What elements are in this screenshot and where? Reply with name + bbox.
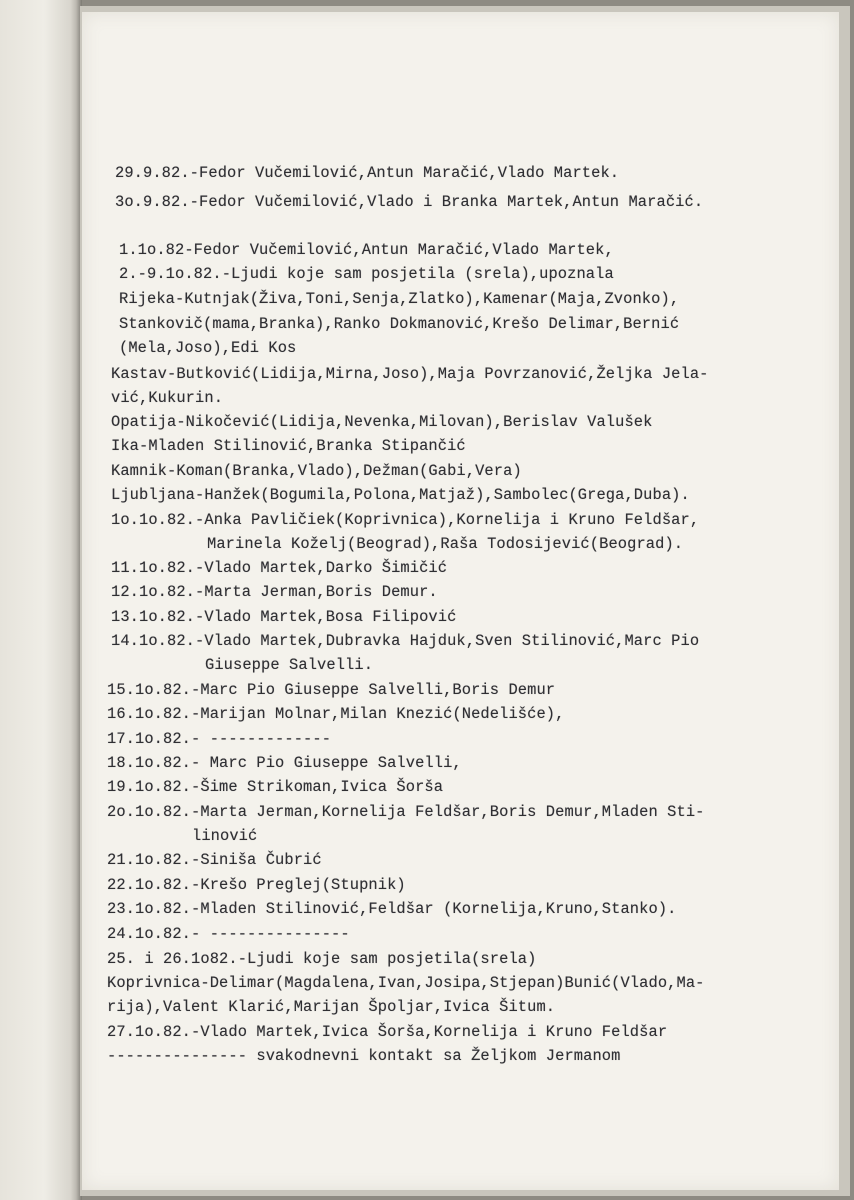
text-line: rija),Valent Klarić,Marijan Špoljar,Ivica Šitum. <box>107 998 556 1016</box>
text-line: Kamnik-Koman(Branka,Vlado),Dežman(Gabi,Vera) <box>111 462 522 480</box>
text-line: 21.1o.82.-Siniša Čubrić <box>107 851 322 869</box>
text-line: 29.9.82.-Fedor Vučemilović,Antun Maračić,Vlado Martek. <box>115 164 620 182</box>
text-line: Ljubljana-Hanžek(Bogumila,Polona,Matjaž),Sambolec(Grega,Duba). <box>111 486 690 504</box>
text-line: 15.1o.82.-Marc Pio Giuseppe Salvelli,Boris Demur <box>107 681 556 699</box>
text-line: --------------- svakodnevni kontakt sa Željkom Jermanom <box>107 1047 621 1065</box>
text-line: 2o.1o.82.-Marta Jerman,Kornelija Feldšar,Boris Demur,Mladen Sti- <box>107 803 705 821</box>
text-line: 27.1o.82.-Vlado Martek,Ivica Šorša,Kornelija i Kruno Feldšar <box>107 1023 668 1041</box>
text-line: 13.1o.82.-Vlado Martek,Bosa Filipović <box>111 608 457 626</box>
text-line: 3o.9.82.-Fedor Vučemilović,Vlado i Branka Martek,Antun Maračić. <box>115 193 704 211</box>
text-line: 18.1o.82.- Marc Pio Giuseppe Salvelli, <box>107 754 462 772</box>
text-line: 22.1o.82.-Krešo Preglej(Stupnik) <box>107 876 406 894</box>
typed-page <box>82 12 839 1190</box>
text-line: 2.-9.1o.82.-Ljudi koje sam posjetila (srela),upoznala <box>119 265 614 283</box>
text-line: Ika-Mladen Stilinović,Branka Stipančić <box>111 437 466 455</box>
text-line: Stankovič(mama,Branka),Ranko Dokmanović,Krešo Delimar,Bernić <box>119 315 680 333</box>
text-line: 14.1o.82.-Vlado Martek,Dubravka Hajduk,Sven Stilinović,Marc Pio <box>111 632 700 650</box>
typed-text-block <box>82 12 839 1190</box>
text-line: 1o.1o.82.-Anka Pavličiek(Koprivnica),Kornelija i Kruno Feldšar, <box>111 511 700 529</box>
text-line: Giuseppe Salvelli. <box>205 656 374 674</box>
text-line: Opatija-Nikočević(Lidija,Nevenka,Milovan),Berislav Valušek <box>111 413 653 431</box>
text-line: 24.1o.82.- --------------- <box>107 925 350 943</box>
text-line: 19.1o.82.-Šime Strikoman,Ivica Šorša <box>107 778 444 796</box>
text-line: (Mela,Joso),Edi Kos <box>119 339 297 357</box>
text-line: Marinela Koželj(Beograd),Raša Todosijević(Beograd). <box>207 535 684 553</box>
text-line: Rijeka-Kutnjak(Živa,Toni,Senja,Zlatko),Kamenar(Maja,Zvonko), <box>119 290 680 308</box>
text-line: 17.1o.82.- ------------- <box>107 730 332 748</box>
text-line: 16.1o.82.-Marijan Molnar,Milan Knezić(Nedelišće), <box>107 705 565 723</box>
text-line: linović <box>192 827 258 845</box>
text-line: 1.1o.82-Fedor Vučemilović,Antun Maračić,Vlado Martek, <box>119 241 614 259</box>
text-line: 25. i 26.1o82.-Ljudi koje sam posjetila(srela) <box>107 950 537 968</box>
text-line: 11.1o.82.-Vlado Martek,Darko Šimičić <box>111 559 448 577</box>
text-line: vić,Kukurin. <box>111 389 224 407</box>
binder-page <box>0 0 80 1200</box>
text-line: Koprivnica-Delimar(Magdalena,Ivan,Josipa,Stjepan)Bunić(Vlado,Ma- <box>107 974 705 992</box>
text-line: 12.1o.82.-Marta Jerman,Boris Demur. <box>111 583 438 601</box>
text-line: 23.1o.82.-Mladen Stilinović,Feldšar (Kornelija,Kruno,Stanko). <box>107 900 677 918</box>
text-line: Kastav-Butković(Lidija,Mirna,Joso),Maja Povrzanović,Željka Jela- <box>111 365 709 383</box>
